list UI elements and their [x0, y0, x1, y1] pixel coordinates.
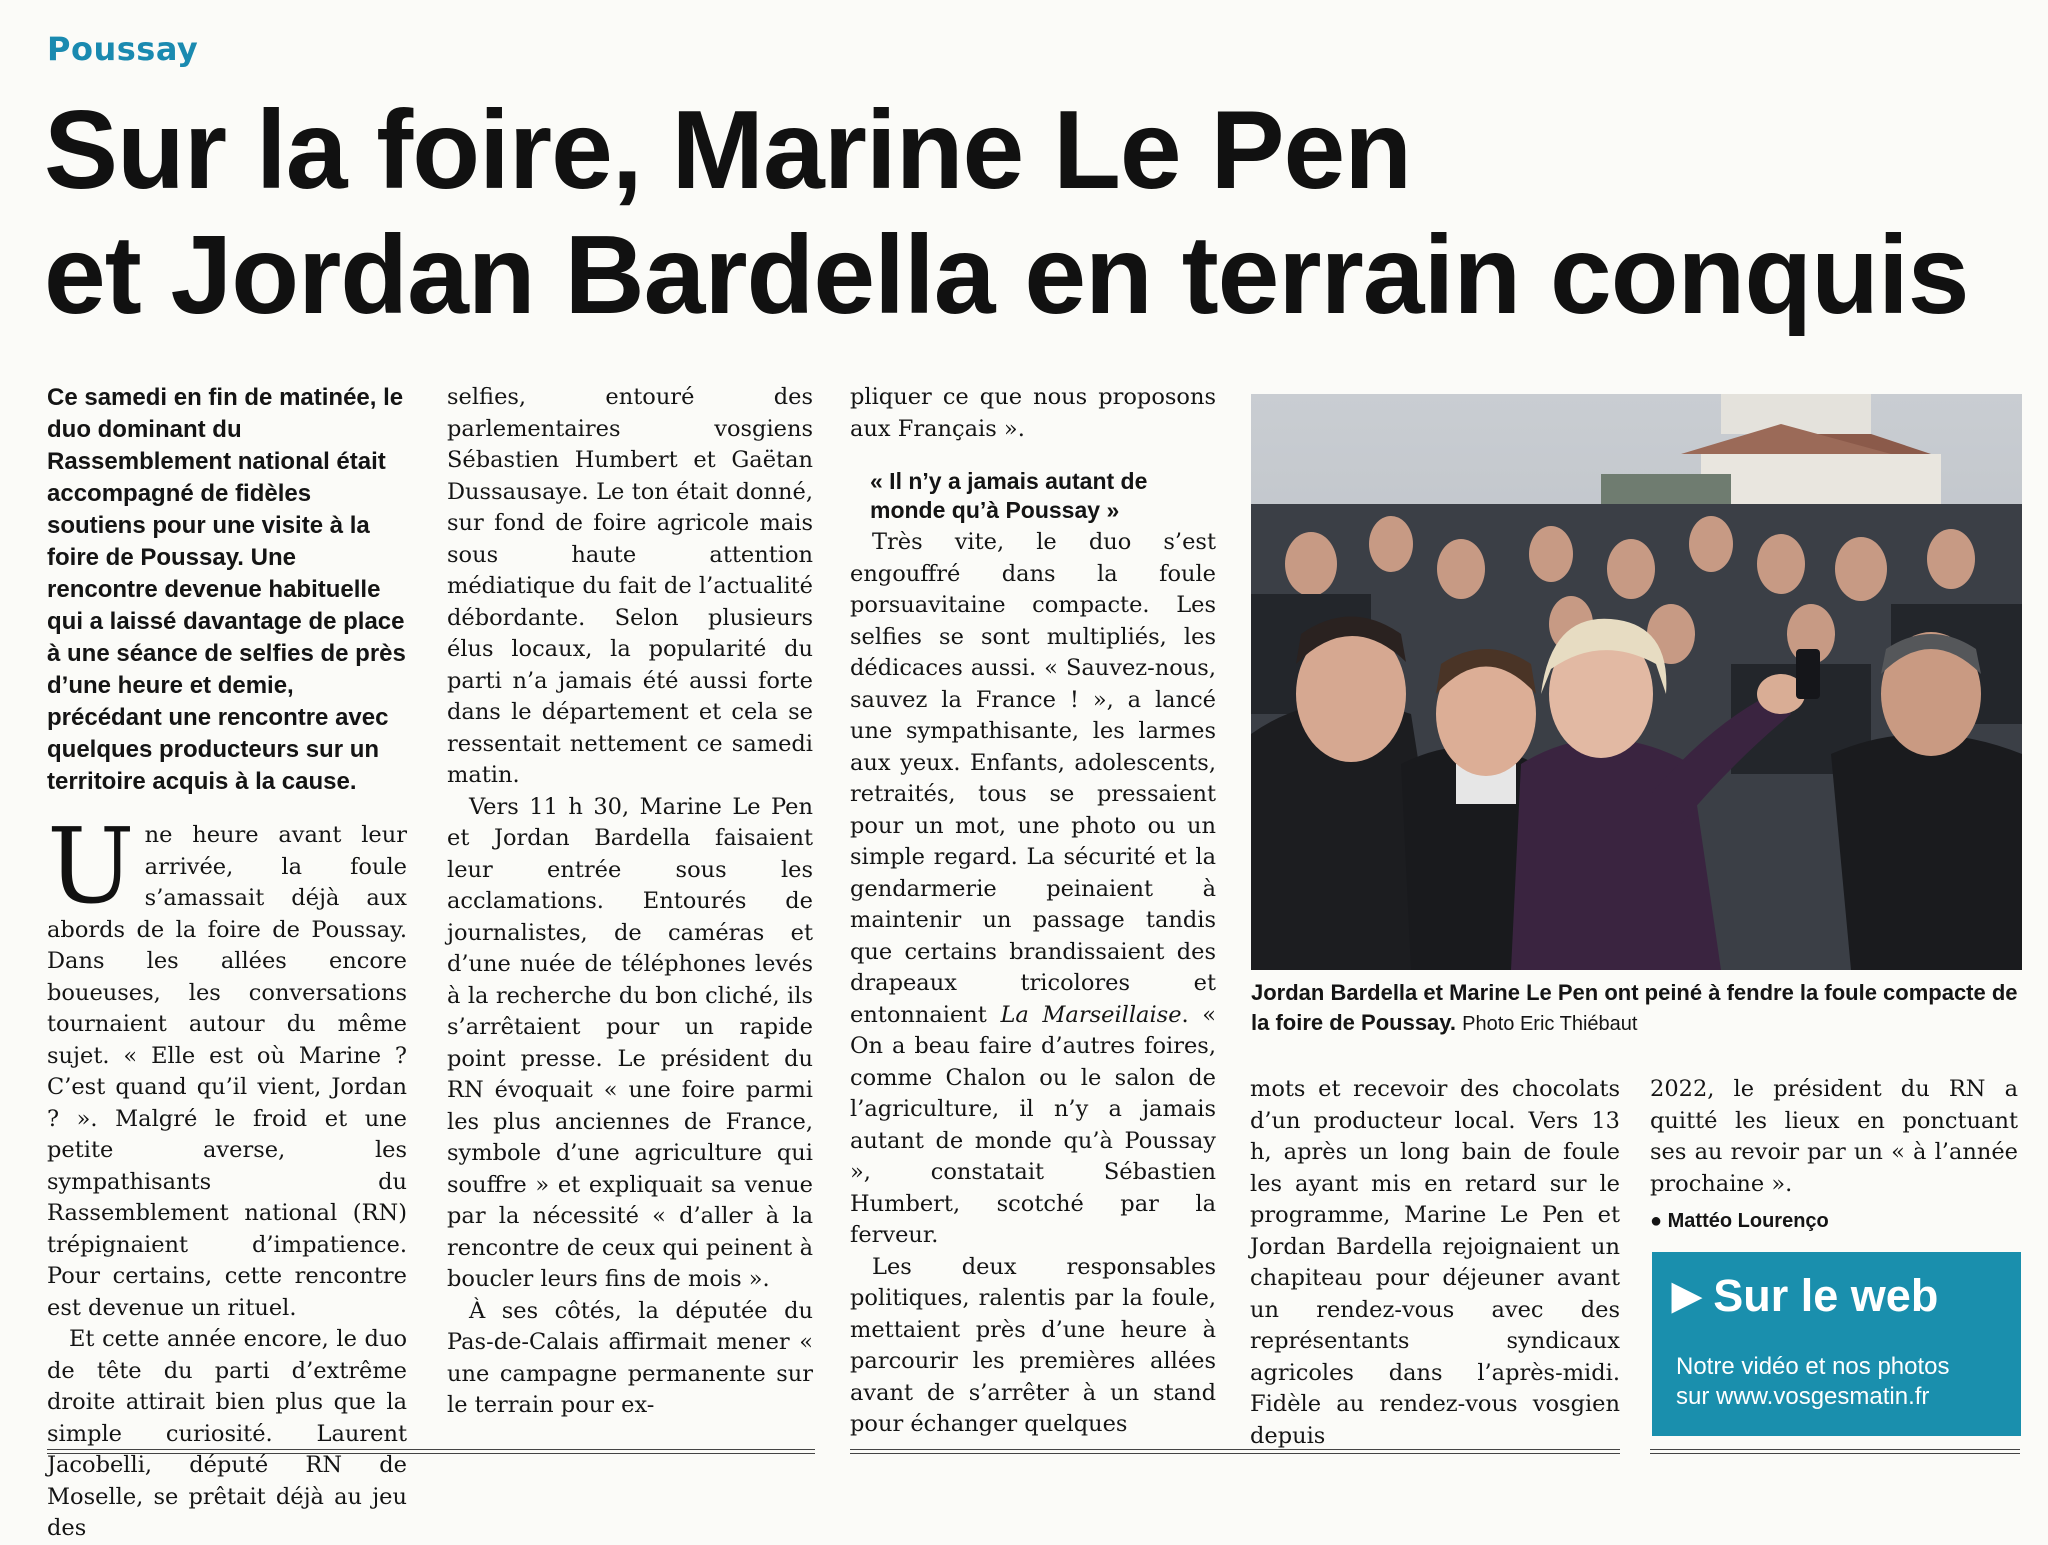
paragraph: pliquer ce que nous proposons aux Français ». — [850, 384, 1216, 442]
article-column-1 — [47, 382, 407, 1545]
web-promo-box[interactable] — [1652, 1252, 2021, 1436]
article-column-5 — [1650, 1074, 2018, 1238]
web-promo-link[interactable]: sur www.vosgesmatin.fr — [1676, 1383, 1930, 1410]
paragraph: mots et recevoir des chocolats d’un producteur local. Vers 13 h, après un long bain de foule les ayant mis en retard sur le programme, Marine Le Pen et Jordan Bardella rejoignaient un chapiteau pour déjeuner avant un rendez-vous avec des représentants syndicaux agricoles dans l’après-midi. Fidèle au rendez-vous vosgien depuis — [1250, 1076, 1620, 1449]
article-column-3 — [850, 382, 1216, 1441]
author-signature — [1650, 1206, 2018, 1238]
section-label: Poussay — [47, 30, 199, 68]
bullet-icon: ● — [1650, 1210, 1668, 1232]
paragraph: Et cette année encore, le duo de tête du parti d’extrême droite attirait bien plus que la simple curiosité. Laurent Jacobelli, député RN de Moselle, se prêtait déjà au jeu des — [47, 1326, 407, 1541]
paragraph: À ses côtés, la députée du Pas-de-Calais affirmait mener « une campagne permanente sur le terrain pour ex- — [447, 1297, 813, 1418]
author-name: Mattéo Lourenço — [1667, 1210, 1829, 1232]
web-promo-line-1: Notre vidéo et nos photos — [1676, 1353, 1950, 1380]
paragraph — [47, 805, 407, 1324]
paragraph: Les deux responsables politiques, ralentis par la foule, mettaient près d’une heure à parcourir les premières allées avant de s’arrêter à un stand pour échanger quelques — [850, 1253, 1216, 1437]
bottom-rule-1 — [47, 1449, 815, 1454]
headline-line-2: et Jordan Bardella en terrain conquis — [44, 213, 1969, 337]
paragraph: selfies, entouré des parlementaires vosgiens Sébastien Humbert et Gaëtan Dussausaye. Le ton était donné, sur fond de foire agricole mais sous haute attention médiatique du fait de l’actualité débordante. Selon plusieurs élus locaux, la popularité du parti n’a jamais été aussi forte dans le département et cela se ressentait nettement ce samedi matin. — [447, 384, 813, 788]
web-promo-title — [1672, 1270, 1938, 1322]
article-photo — [1251, 394, 2022, 970]
play-arrow-icon: ▶ — [1672, 1275, 1702, 1317]
article-column-4 — [1250, 1074, 1620, 1452]
bottom-rule-3 — [1650, 1449, 2020, 1454]
paragraph-text: ne heure avant leur arrivée, la foule s’amassait déjà aux abords de la foire de Poussay. Dans les allées encore boueuses, les conversations tournaient autour du même sujet. « Elle est où Marine ? C’est quand qu’il vient, Jordan ? ». Malgré le froid et une petite averse, les sympathisants du Rassemblement national (RN) trépignaient d’impatience. Pour certains, cette rencontre est devenue un rituel. — [47, 822, 407, 1321]
web-promo-text — [1676, 1352, 1950, 1412]
article-column-2 — [447, 382, 813, 1422]
caption-text: Jordan Bardella et Marine Le Pen ont peiné à fendre la foule compacte de la foire de Poussay. — [1251, 980, 2018, 1035]
intertitle: « Il n’y a jamais autant de monde qu’à Poussay » — [870, 468, 1148, 523]
paragraph — [850, 527, 1216, 1252]
drop-cap: U — [47, 805, 135, 927]
headline — [44, 88, 2024, 338]
bottom-rule-2 — [850, 1449, 1620, 1454]
photo-caption — [1251, 978, 2022, 1039]
italic-title: La Marseillaise — [1000, 1001, 1182, 1028]
headline-line-1: Sur la foire, Marine Le Pen — [44, 88, 1412, 212]
paragraph: 2022, le président du RN a quitté les lieux en ponctuant ses au revoir par un « à l’année prochaine ». — [1650, 1076, 2018, 1197]
paragraph-text: . « On a beau faire d’autres foires, comme Chalon ou le salon de l’agriculture, il n’y a jamais autant de monde qu’à Poussay », constatait Sébastien Humbert, scotché par la ferveur. — [850, 1001, 1217, 1248]
paragraph-text: Très vite, le duo s’est engouffré dans la foule porsuavitaine compacte. Les selfies se sont multipliés, les dédicaces aussi. « Sauvez-nous, sauvez la France ! », a lancé une sympathisante, les larmes aux yeux. Enfants, adolescents, retraités, tous se pressaient pour un mot, une photo ou un simple regard. La sécurité et la gendarmerie peinaient à maintenir un passage tandis que certains brandissaient des drapeaux tricolores et entonnaient — [850, 529, 1216, 1028]
chapo: Ce samedi en fin de matinée, le duo dominant du Rassemblement national était accompagné de fidèles soutiens pour une visite à la foire de Poussay. Une rencontre devenue habituelle qui a laissé davantage de place à une séance de selfies de près d’une heure et demie, précédant une rencontre avec quelques producteurs sur un territoire acquis à la cause. — [47, 384, 406, 795]
web-promo-title-text: Sur le web — [1713, 1270, 1939, 1321]
photo-credit: Photo Eric Thiébaut — [1462, 1013, 1638, 1035]
paragraph: Vers 11 h 30, Marine Le Pen et Jordan Bardella faisaient leur entrée sous les acclamations. Entourés de journalistes, de caméras et d’une nuée de téléphones levés à la recherche du bon cliché, ils s’arrêtaient pour un rapide point presse. Le président du RN évoquait « une foire parmi les plus anciennes de France, symbole d’une agriculture qui souffre » et expliquait sa venue par la nécessité « d’aller à la rencontre de ceux qui peinent à boucler leurs fins de mois ». — [447, 793, 813, 1292]
